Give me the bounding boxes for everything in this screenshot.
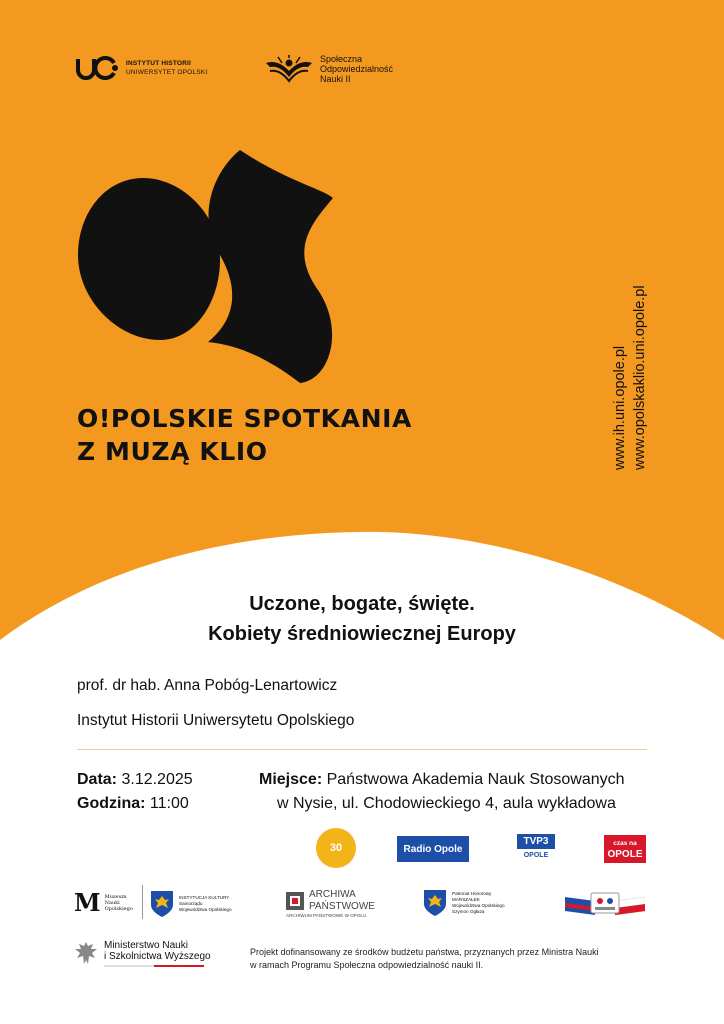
ministry-bar (104, 965, 204, 967)
ministry-line2: i Szkolnictwa Wyższego (104, 951, 211, 962)
museum-line3: Opolskiego (104, 905, 133, 912)
tvp3-text: TVP3 (517, 834, 554, 849)
series-title-line1: O!POLSKIE SPOTKANIA (77, 404, 412, 433)
lecture-title-line2: Kobiety średniowiecznej Europy (208, 623, 516, 645)
lecturer-name: prof. dr hab. Anna Pobóg-Lenartowicz (77, 677, 338, 694)
place-row1 (259, 768, 625, 792)
marszalek-logo (423, 889, 505, 917)
marszalek-line3: Województwa Opolskiego (452, 903, 505, 908)
divider (77, 749, 647, 750)
date-time-block (77, 768, 193, 816)
series-title-line2: Z MUZĄ KLIO (77, 437, 268, 466)
museum-m-icon: M (74, 888, 101, 917)
marszalek-line2: MARSZAŁEK (452, 897, 480, 903)
time-row (77, 792, 193, 816)
lecture-title-line1: Uczone, bogate, święte. (249, 593, 475, 615)
funding-note (250, 946, 599, 972)
funding-line2: w ramach Programu Społeczna odpowiedzialność nauki II. (250, 960, 484, 970)
czas-top: czas na (613, 840, 637, 847)
ministry-logo (73, 940, 211, 968)
instytucja-kultury-logo (150, 890, 232, 918)
separator (142, 885, 143, 919)
ih-logo-line1: INSTYTUT HISTORII (126, 60, 192, 67)
s-shape (208, 150, 333, 383)
flags-logo (565, 889, 645, 917)
opole-crest-icon (150, 890, 174, 918)
czas-bottom: OPOLE (607, 849, 643, 860)
marszalek-line1: Patronat Honorowy (452, 891, 492, 897)
lecture-title (0, 589, 724, 649)
o-shape (78, 178, 220, 340)
ministry-line1: Ministerstwo Nauki (104, 940, 188, 951)
archiwa-sub: ARCHIWUM PAŃSTWOWE W OPOLU (286, 913, 367, 918)
time-value: 11:00 (149, 795, 189, 812)
badge-30-text: 30 (329, 842, 343, 854)
place-label: Miejsce: (259, 771, 323, 788)
place-line1: Państwowa Akademia Nauk Stosowanych (326, 771, 625, 788)
museum-logo (74, 888, 133, 917)
marszalek-line4: Szymon Ogłaza (452, 908, 485, 914)
czas-na-opole-logo (604, 835, 646, 863)
date-value: 3.12.2025 (121, 771, 193, 788)
eagle-icon (73, 940, 99, 968)
lecturer-institute: Instytut Historii Uniwersytetu Opolskiego (77, 712, 355, 729)
url-klio[interactable]: www.opolskaklio.uni.opole.pl (632, 285, 648, 470)
son-logo-line3: Nauki II (320, 74, 351, 84)
inst-kult-line1: INSTYTUCJA KULTURY (179, 895, 230, 900)
archiwa-line2: PAŃSTWOWE (309, 901, 375, 912)
url-ih[interactable]: www.ih.uni.opole.pl (612, 345, 628, 470)
inst-kult-line3: Województwa Opolskiego (179, 907, 232, 912)
funding-line1: Projekt dofinansowany ze środków budżetu państwa, przyznanych przez Ministra Nauki (250, 947, 599, 957)
time-label: Godzina: (77, 795, 146, 812)
place-line2: w Nysie, ul. Chodowieckiego 4, aula wykładowa (277, 795, 616, 812)
radio-opole-text: Radio Opole (403, 843, 463, 855)
vertical-urls (610, 285, 650, 470)
place-block (259, 768, 625, 816)
museum-line2: Nauki (104, 899, 120, 906)
son-logo-line2: Odpowiedzialność (320, 64, 394, 74)
date-row (77, 768, 193, 792)
museum-line1: Muzeum (104, 893, 127, 900)
date-label: Data: (77, 771, 118, 788)
archiwa-line1: ARCHIWA (309, 889, 356, 900)
series-title (77, 402, 412, 468)
inst-kult-line2: Samorządu (179, 901, 203, 906)
archiwa-square-icon (286, 892, 304, 910)
radio-opole-logo (397, 836, 469, 862)
badge-30-logo (316, 828, 356, 868)
ih-logo-line2: UNIWERSYTET OPOLSKI (126, 69, 208, 76)
tvp3-sub: OPOLE (523, 852, 549, 859)
archiwa-panstwowe-logo (286, 889, 375, 918)
opole-crest-icon (423, 889, 447, 917)
son-logo-line1: Społeczna (320, 54, 363, 64)
tvp3-logo (510, 834, 562, 868)
